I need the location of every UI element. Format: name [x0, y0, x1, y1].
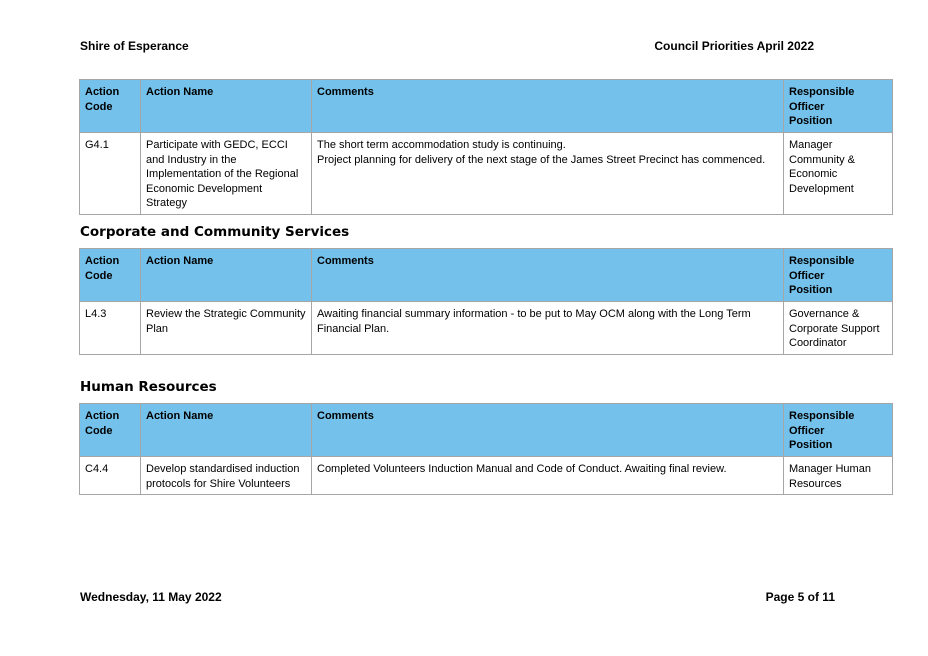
col-action-code: Action Code	[80, 80, 141, 133]
responsible-officer: Manager Community & Economic Development	[784, 133, 893, 215]
action-comments: Awaiting financial summary information - to be put to May OCM along with the Long Term Financial Plan.	[312, 302, 784, 355]
footer-date: Wednesday, 11 May 2022	[80, 590, 222, 604]
footer-page-number: Page 5 of 11	[765, 590, 835, 604]
table-row	[80, 457, 893, 495]
action-comments: The short term accommodation study is continuing. Project planning for delivery of the next stage of the James Street Precinct has commenced.	[312, 133, 784, 215]
table-row	[80, 133, 893, 215]
col-action-code: Action Code	[80, 404, 141, 457]
table-header-row	[80, 404, 893, 457]
col-action-name: Action Name	[141, 404, 312, 457]
action-name: Review the Strategic Community Plan	[141, 302, 312, 355]
action-name: Participate with GEDC, ECCI and Industry in the Implementation of the Regional Economic Development Strategy	[141, 133, 312, 215]
col-responsible-officer: Responsible Officer Position	[784, 80, 893, 133]
responsible-officer: Governance & Corporate Support Coordinator	[784, 302, 893, 355]
table-row	[80, 302, 893, 355]
section-heading-corporate: Corporate and Community Services	[80, 224, 350, 240]
priorities-table-2	[79, 248, 893, 355]
action-comments: Completed Volunteers Induction Manual and Code of Conduct. Awaiting final review.	[312, 457, 784, 495]
col-comments: Comments	[312, 404, 784, 457]
table-header-row	[80, 80, 893, 133]
action-code: C4.4	[80, 457, 141, 495]
priorities-table-3	[79, 403, 893, 495]
col-comments: Comments	[312, 249, 784, 302]
action-name: Develop standardised induction protocols for Shire Volunteers	[141, 457, 312, 495]
priorities-table-1	[79, 79, 893, 215]
responsible-officer: Manager Human Resources	[784, 457, 893, 495]
section-heading-human-resources: Human Resources	[80, 379, 217, 395]
col-action-name: Action Name	[141, 80, 312, 133]
col-action-name: Action Name	[141, 249, 312, 302]
action-code: G4.1	[80, 133, 141, 215]
header-organisation: Shire of Esperance	[80, 39, 189, 53]
action-code: L4.3	[80, 302, 141, 355]
header-report-title: Council Priorities April 2022	[654, 39, 814, 53]
col-action-code: Action Code	[80, 249, 141, 302]
table-header-row	[80, 249, 893, 302]
col-comments: Comments	[312, 80, 784, 133]
col-responsible-officer: Responsible Officer Position	[784, 404, 893, 457]
col-responsible-officer: Responsible Officer Position	[784, 249, 893, 302]
